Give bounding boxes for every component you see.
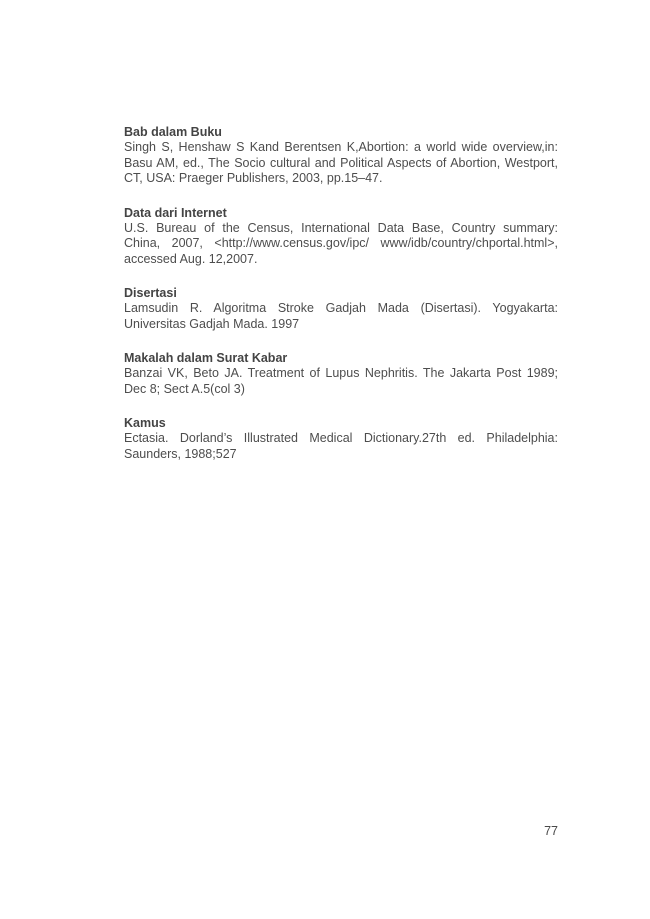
- reference-entry: Ectasia. Dorland’s Illustrated Medical Dictionary.27th ed. Philadelphia: Saunders, 1988;527: [124, 431, 558, 461]
- section-heading: Data dari Internet: [124, 205, 227, 220]
- reference-entry: U.S. Bureau of the Census, International Data Base, Country summary: China, 2007, <http://www.census.gov/ipc/ www/idb/country/chportal.html>, accessed Aug. 12,2007.: [124, 220, 558, 266]
- reference-entry: Singh S, Henshaw S Kand Berentsen K,Abortion: a world wide overview,in: Basu AM, ed., The Socio cultural and Political Aspects of Abortion, Westport, CT, USA: Praeger Publishers, 2003, pp.15–47.: [124, 140, 558, 185]
- reference-entry: Lamsudin R. Algoritma Stroke Gadjah Mada (Disertasi). Yogyakarta: Universitas Gadjah Mada. 1997: [124, 301, 558, 331]
- section-newspaper-article: [124, 350, 558, 397]
- section-heading: Makalah dalam Surat Kabar: [124, 351, 288, 365]
- section-heading: Disertasi: [124, 286, 177, 300]
- section-heading: Kamus: [124, 416, 166, 430]
- reference-list: [124, 124, 558, 480]
- section-dictionary: [124, 415, 558, 462]
- section-book-chapter: [124, 124, 558, 187]
- section-dissertation: [124, 285, 558, 332]
- section-heading: Bab dalam Buku: [124, 125, 222, 139]
- section-internet-data: [124, 205, 558, 268]
- page-number: 77: [544, 824, 558, 838]
- reference-entry: Banzai VK, Beto JA. Treatment of Lupus Nephritis. The Jakarta Post 1989; Dec 8; Sect A.5(col 3): [124, 366, 558, 396]
